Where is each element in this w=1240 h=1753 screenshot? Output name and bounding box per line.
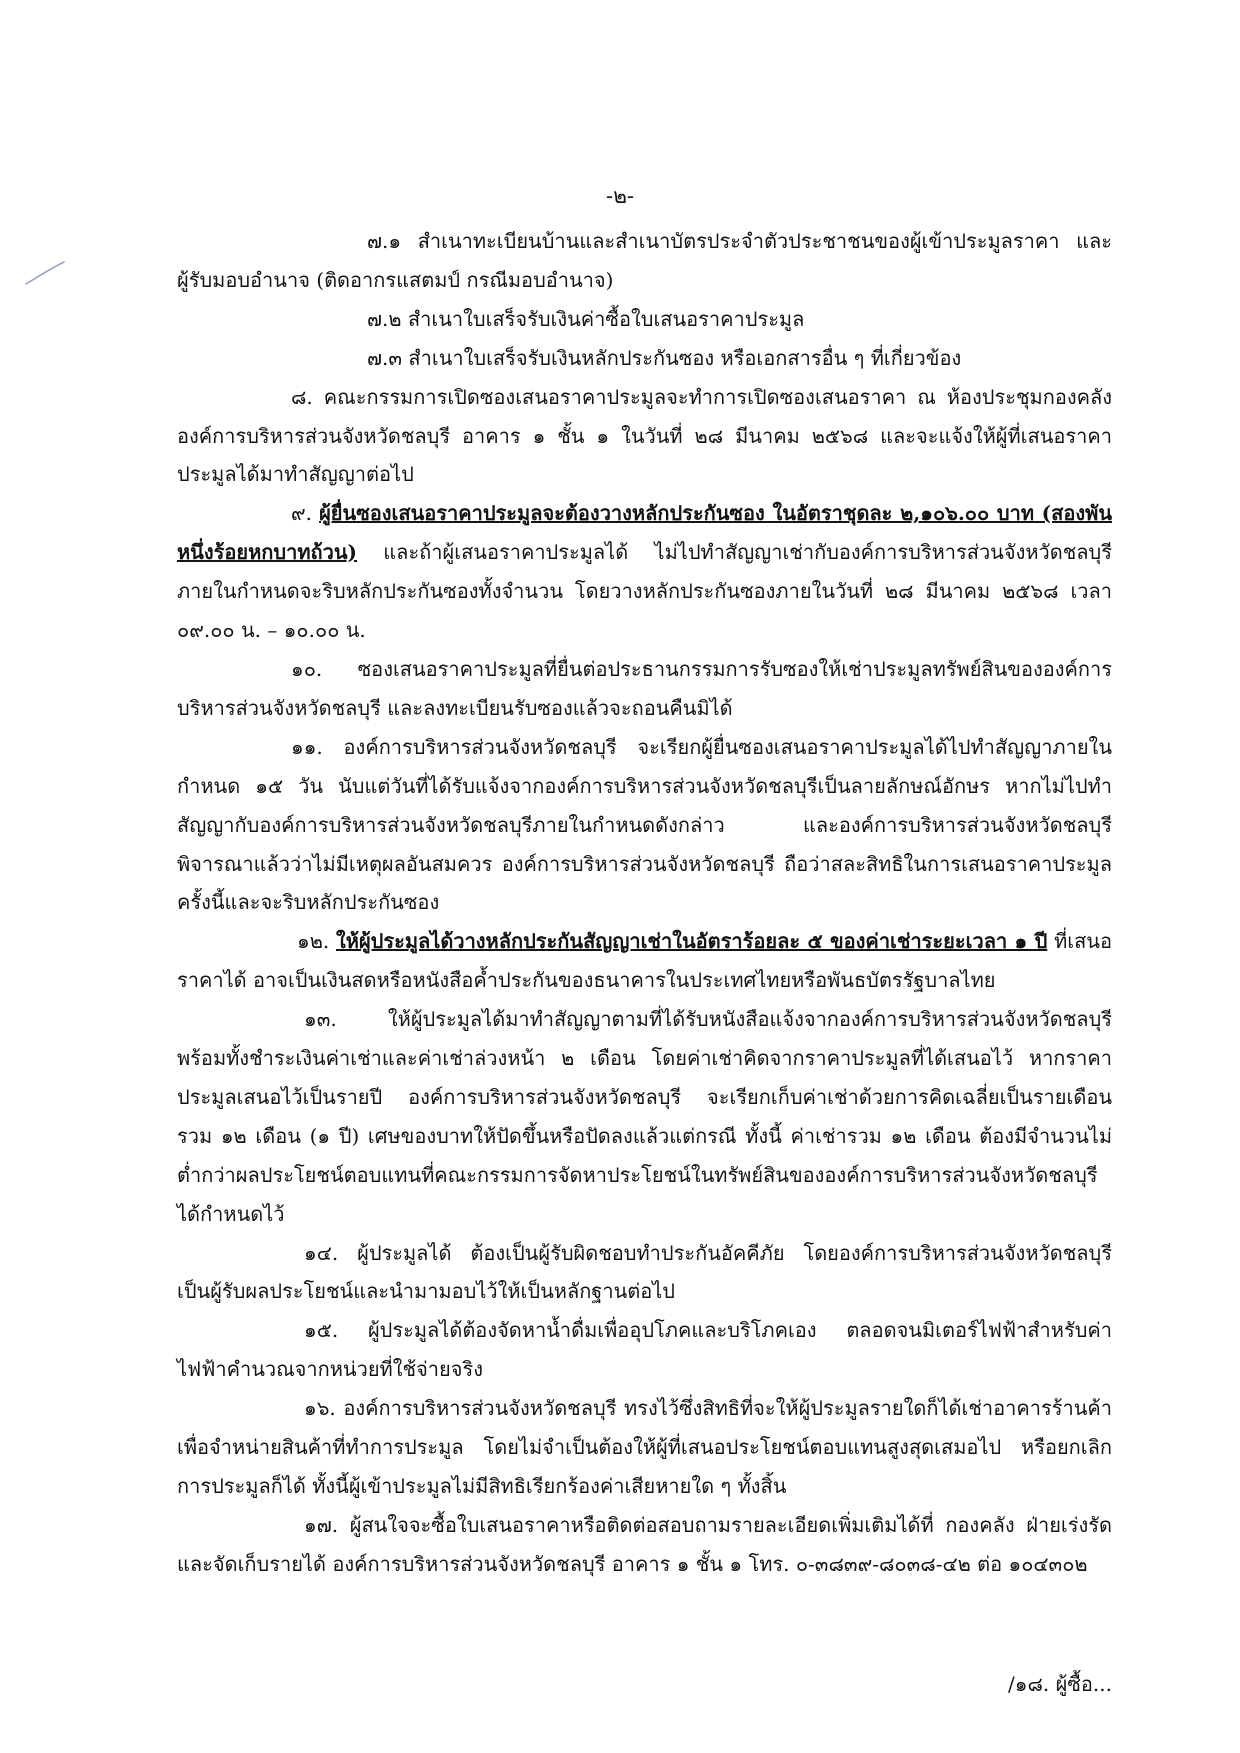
margin-pen-mark-icon bbox=[24, 258, 68, 288]
clause-15: ๑๕. ผู้ประมูลได้ต้องจัดหาน้ำดื่มเพื่ออุปโภคและบริโภคเอง ตลอดจนมิเตอร์ไฟฟ้าสำหรับค่าไฟฟ้าคำนวณจากหน่วยที่ใช้จ่ายจริง bbox=[177, 1318, 1112, 1382]
clause-9-emphasis: ผู้ยื่นซองเสนอราคาประมูลจะต้องวางหลักประกันซอง ในอัตราชุดละ ๒,๑๐๖.๐๐ บาท (สองพันหนึ่งร้อยหกบาทถ้วน) bbox=[177, 501, 1112, 565]
clause-9-body: และถ้าผู้เสนอราคาประมูลได้ ไม่ไปทำสัญญาเช่ากับองค์การบริหารส่วนจังหวัดชลบุรีภายในกำหนดจะริบหลักประกันซองทั้งจำนวน โดยวางหลักประกันซองภายในวันที่ ๒๘ มีนาคม ๒๕๖๘ เวลา ๐๙.๐๐ น. – ๑๐.๐๐ น. bbox=[177, 540, 1112, 643]
clause-12-body: ที่เสนอราคาได้ อาจเป็นเงินสดหรือหนังสือค้ำประกันของธนาคารในประเทศไทยหรือพันธบัตรรัฐบาลไทย bbox=[177, 929, 1112, 993]
clause-9 bbox=[177, 494, 1112, 650]
clause-14: ๑๔. ผู้ประมูลได้ ต้องเป็นผู้รับผิดชอบทำประกันอัคคีภัย โดยองค์การบริหารส่วนจังหวัดชลบุรี เป็นผู้รับผลประโยชน์และนำมามอบไว้ให้เป็นหลักฐานต่อไป bbox=[177, 1240, 1112, 1304]
clause-9-number: ๙. bbox=[291, 501, 320, 526]
clause-17: ๑๗. ผู้สนใจจะซื้อใบเสนอราคาหรือติดต่อสอบถามรายละเอียดเพิ่มเติมได้ที่ กองคลัง ฝ่ายเร่งรัดและจัดเก็บรายได้ องค์การบริหารส่วนจังหวัดชลบุรี อาคาร ๑ ชั้น ๑ โทร. ๐-๓๘๓๙-๘๐๓๘-๔๒ ต่อ ๑๐๔๓๐๒ bbox=[177, 1512, 1112, 1576]
continued-reference: /๑๘. ผู้ซื้อ... bbox=[1008, 1672, 1112, 1696]
clause-7-1: ๗.๑ สำเนาทะเบียนบ้านและสำเนาบัตรประจำตัวประชาชนของผู้เข้าประมูลราคา และผู้รับมอบอำนาจ (ติดอากรแสตมป์ กรณีมอบอำนาจ) bbox=[177, 229, 1112, 292]
clause-11: ๑๑. องค์การบริหารส่วนจังหวัดชลบุรี จะเรียกผู้ยื่นซองเสนอราคาประมูลได้ไปทำสัญญาภายในกำหนด ๑๕ วัน นับแต่วันที่ได้รับแจ้งจากองค์การบริหารส่วนจังหวัดชลบุรีเป็นลายลักษณ์อักษร หากไม่ไปทำสัญญากับองค์การบริหารส่วนจังหวัดชลบุรีภายในกำหนดดังกล่าว และองค์การบริหารส่วนจังหวัดชลบุรีพิจารณาแล้วว่าไม่มีเหตุผลอันสมควร องค์การบริหารส่วนจังหวัดชลบุรี ถือว่าสละสิทธิในการเสนอราคาประมูลครั้งนี้และจะริบหลักประกันซอง bbox=[177, 734, 1112, 915]
clause-7-3: ๗.๓ สำเนาใบเสร็จรับเงินหลักประกันซอง หรือเอกสารอื่น ๆ ที่เกี่ยวข้อง bbox=[367, 345, 962, 370]
clause-7-2: ๗.๒ สำเนาใบเสร็จรับเงินค่าซื้อใบเสนอราคาประมูล bbox=[367, 306, 805, 331]
clause-10: ๑๐. ซองเสนอราคาประมูลที่ยื่นต่อประธานกรรมการรับซองให้เช่าประมูลทรัพย์สินขององค์การบริหารส่วนจังหวัดชลบุรี และลงทะเบียนรับซองแล้วจะถอนคืนมิได้ bbox=[177, 656, 1112, 720]
clause-12-number: ๑๒. bbox=[297, 929, 336, 954]
document-body bbox=[177, 222, 1112, 1584]
clause-12 bbox=[177, 922, 1112, 1000]
clause-12-emphasis: ให้ผู้ประมูลได้วางหลักประกันสัญญาเช่าในอัตราร้อยละ ๕ ของค่าเช่าระยะเวลา ๑ ปี bbox=[336, 929, 1048, 954]
clause-13: ๑๓. ให้ผู้ประมูลได้มาทำสัญญาตามที่ได้รับหนังสือแจ้งจากองค์การบริหารส่วนจังหวัดชลบุรี พร้อมทั้งชำระเงินค่าเช่าและค่าเช่าล่วงหน้า ๒ เดือน โดยค่าเช่าคิดจากราคาประมูลที่ได้เสนอไว้ หากราคาประมูลเสนอไว้เป็นรายปี องค์การบริหารส่วนจังหวัดชลบุรี จะเรียกเก็บค่าเช่าด้วยการคิดเฉลี่ยเป็นรายเดือน รวม ๑๒ เดือน (๑ ปี) เศษของบาทให้ปัดขึ้นหรือปัดลงแล้วแต่กรณี ทั้งนี้ ค่าเช่ารวม ๑๒ เดือน ต้องมีจำนวนไม่ต่ำกว่าผลประโยชน์ตอบแทนที่คณะกรรมการจัดหาประโยชน์ในทรัพย์สินขององค์การบริหารส่วนจังหวัดชลบุรีได้กำหนดไว้ bbox=[177, 1007, 1112, 1226]
page-number: -๒- bbox=[605, 184, 635, 208]
clause-8: ๘. คณะกรรมการเปิดซองเสนอราคาประมูลจะทำการเปิดซองเสนอราคา ณ ห้องประชุมกองคลัง องค์การบริหารส่วนจังหวัดชลบุรี อาคาร ๑ ชั้น ๑ ในวันที่ ๒๘ มีนาคม ๒๕๖๘ และจะแจ้งให้ผู้ที่เสนอราคาประมูลได้มาทำสัญญาต่อไป bbox=[177, 384, 1112, 487]
clause-16: ๑๖. องค์การบริหารส่วนจังหวัดชลบุรี ทรงไว้ซึ่งสิทธิที่จะให้ผู้ประมูลรายใดก็ได้เช่าอาคารร้านค้าเพื่อจำหน่ายสินค้าที่ทำการประมูล โดยไม่จำเป็นต้องให้ผู้ที่เสนอประโยชน์ตอบแทนสูงสุดเสมอไป หรือยกเลิกการประมูลก็ได้ ทั้งนี้ผู้เข้าประมูลไม่มีสิทธิเรียกร้องค่าเสียหายใด ๆ ทั้งสิ้น bbox=[177, 1396, 1112, 1498]
